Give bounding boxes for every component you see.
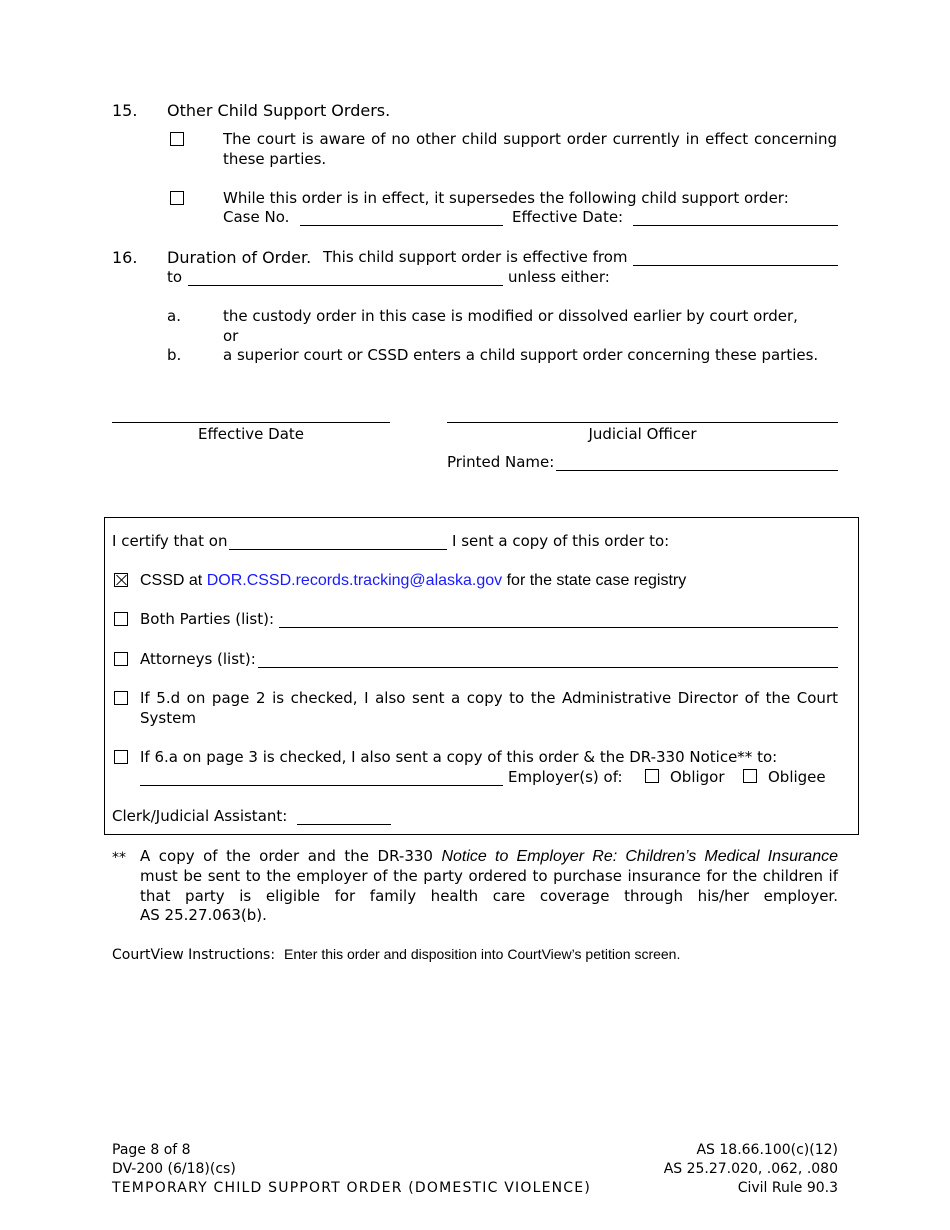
footer-form-title: TEMPORARY CHILD SUPPORT ORDER (DOMESTIC VIOLENCE) [112,1180,591,1196]
dr330-checkbox[interactable] [114,750,128,764]
obligee-label: Obligee [768,768,826,786]
footer-form-number: DV-200 (6/18)(cs) [112,1161,236,1177]
effective-date-label: Effective Date: [512,208,624,226]
item-15-number: 15. [112,101,138,120]
clerk-label: Clerk/Judicial Assistant: [112,807,288,825]
effective-date-caption: Effective Date [197,425,305,443]
certificate-of-distribution-box [104,517,859,835]
employers-label: Employer(s) of: [508,768,623,786]
courtview-text: Enter this order and disposition into CourtView’s petition screen. [283,946,681,962]
courtview-instructions [112,945,680,965]
courtview-label: CourtView Instructions: [112,947,276,963]
footnote-line3: that party is eligible for family health care coverage through his/her employer. [140,887,838,905]
employer-field[interactable] [140,785,503,786]
attorneys-checkbox[interactable] [114,652,128,666]
cssd-email-link[interactable]: DOR.CSSD.records.tracking@alaska.gov [206,572,503,589]
duration-from-field[interactable] [633,265,838,266]
duration-unless-text: unless either: [508,268,610,286]
both-parties-field[interactable] [279,627,838,628]
cssd-prefix: CSSD at [140,572,203,589]
obligor-checkbox[interactable] [645,769,659,783]
duration-to-text: to [167,268,183,286]
cssd-line [140,571,686,590]
dr330-text: If 6.a on page 3 is checked, I also sent a copy of this order & the DR-330 Notice** to: [140,748,778,766]
supersedes-order-text: While this order is in effect, it supersedes the following child support order: [223,189,789,207]
condition-a-label: a. [167,307,181,325]
both-parties-checkbox[interactable] [114,612,128,626]
footnote-line4: AS 25.27.063(b). [140,906,267,924]
printed-name-label: Printed Name: [447,453,555,471]
judicial-officer-caption: Judicial Officer [588,425,697,443]
obligor-label: Obligor [670,768,725,786]
certify-date-field[interactable] [229,549,447,550]
footnote-line1 [140,847,838,866]
item-15-heading: Other Child Support Orders. [167,101,391,120]
cssd-suffix: for the state case registry [506,572,687,589]
item-16-heading: Duration of Order. [167,248,312,267]
duration-to-field[interactable] [188,285,503,286]
footer-page-number: Page 8 of 8 [112,1142,191,1158]
footnote-line2: must be sent to the employer of the party ordered to purchase insurance for the children if [140,867,838,885]
case-no-field[interactable] [300,225,503,226]
obligee-checkbox[interactable] [743,769,757,783]
judicial-officer-signature-line[interactable] [447,422,838,423]
effective-date-field[interactable] [633,225,838,226]
attorneys-field[interactable] [258,667,838,668]
footnote-marker: ** [112,850,126,866]
printed-name-field[interactable] [556,470,838,471]
duration-from-text: This child support order is effective from [323,248,628,266]
condition-or-text: or [223,327,239,345]
footer-statute-2: AS 25.27.020, .062, .080 [663,1161,838,1177]
no-other-order-text-line1: The court is aware of no other child support order currently in effect concerning [223,130,837,148]
no-other-order-text-line2: these parties. [223,150,327,168]
item-16-number: 16. [112,248,138,267]
condition-b-label: b. [167,346,182,364]
certify-suffix: I sent a copy of this order to: [452,532,670,550]
both-parties-label: Both Parties (list): [140,610,275,628]
certify-prefix: I certify that on [112,532,228,550]
condition-b-text: a superior court or CSSD enters a child support order concerning these parties. [223,346,819,364]
attorneys-label: Attorneys (list): [140,650,256,668]
case-no-label: Case No. [223,208,290,226]
footer-civil-rule: Civil Rule 90.3 [737,1180,838,1196]
cssd-checkbox[interactable] [114,573,128,587]
effective-date-signature-line[interactable] [112,422,390,423]
admin-director-checkbox[interactable] [114,691,128,705]
admin-director-text-line1: If 5.d on page 2 is checked, I also sent a copy to the Administrative Director of the Court [140,689,838,707]
footer-statute-1: AS 18.66.100(c)(12) [696,1142,838,1158]
supersedes-order-checkbox[interactable] [170,191,184,205]
footnote-line1-text: A copy of the order and the DR-330 [140,847,433,865]
condition-a-text: the custody order in this case is modified or dissolved earlier by court order, [223,307,798,325]
admin-director-text-line2: System [140,709,196,727]
footnote-notice-title: Notice to Employer Re: Children’s Medical Insurance [441,848,838,865]
no-other-order-checkbox[interactable] [170,132,184,146]
clerk-field[interactable] [297,824,391,825]
